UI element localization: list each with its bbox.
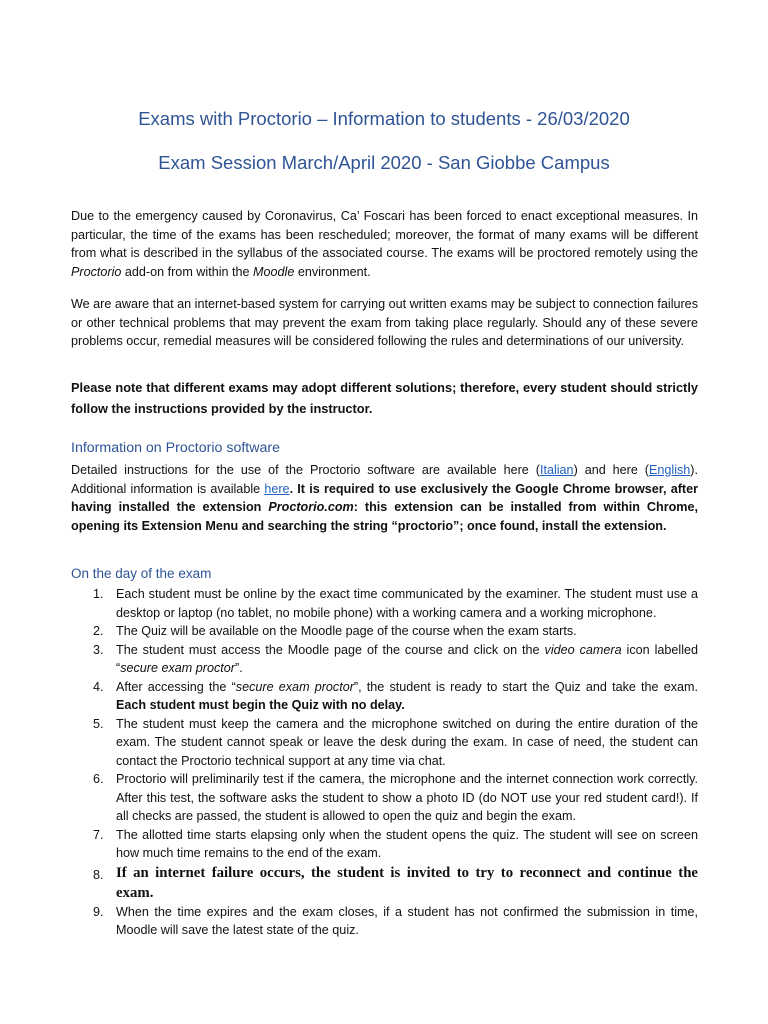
step-item <box>71 903 698 940</box>
software-text: ). Additional information is available <box>71 463 698 496</box>
step-text: If an internet failure occurs, the student is invited to try to reconnect and continue the exam. <box>116 864 698 901</box>
intro-paragraph-2: We are aware that an internet-based system for carrying out written exams may be subject to connection failures or other technical problems that may prevent the exam from taking place regularly. Should any of these severe problems occur, remedial measures will be considered following the rules and determinations of our university. <box>71 297 698 348</box>
step-number: 6. <box>93 772 104 786</box>
intro-text: Due to the emergency caused by Coronavirus, Ca’ Foscari has been forced to enact exceptional measures. In particular, the time of the exams has been rescheduled; moreover, the format of many exams will be different from what is described in the syllabus of the associated course. The exams will be proctored remotely using the <box>71 209 698 260</box>
moodle-term: Moodle <box>253 264 295 279</box>
step-item <box>71 715 698 771</box>
italian-link[interactable]: Italian <box>539 463 574 477</box>
step-text-italic: secure exam proctor <box>120 661 235 675</box>
step-number: 8. <box>93 867 104 882</box>
step-number: 3. <box>93 642 104 657</box>
step-number: 9. <box>93 904 104 919</box>
step-item <box>71 826 698 863</box>
step-text: ”, the student is ready to start the Quiz and take the exam. <box>353 679 698 694</box>
step-text: The allotted time starts elapsing only when the student opens the quiz. The student will see on screen how much time remains to the end of the exam. <box>116 827 698 860</box>
step-text: The Quiz will be available on the Moodle page of the course when the exam starts. <box>116 624 577 638</box>
step-text: Proctorio will preliminarily test if the camera, the microphone and the internet connection work correctly. After this test, the software asks the student to show a photo ID (do NOT use your red student card!). If all checks are passed, the student is allowed to open the quiz and begin the exam. <box>116 772 698 823</box>
step-item <box>71 770 698 826</box>
software-bold-text: : this extension can be installed from within Chrome, opening its Extension Menu and searching the string “proctorio”; once found, install the extension. <box>71 500 698 533</box>
software-bold-text: . It is required to use exclusively the Google Chrome browser, after having installed the extension <box>71 481 698 514</box>
step-text: Each student must be online by the exact time communicated by the examiner. The student must use a desktop or laptop (no tablet, no mobile phone) with a working camera and a working microphone. <box>116 587 698 620</box>
step-number: 4. <box>93 679 104 694</box>
software-text: Detailed instructions for the use of the Proctorio software are available here ( <box>71 463 540 477</box>
additional-info-link[interactable]: here <box>264 481 290 496</box>
step-item <box>71 641 698 678</box>
intro-paragraph-1 <box>71 207 698 281</box>
intro-text: add-on from within the <box>121 264 254 279</box>
document-title: Exams with Proctorio – Information to students - 26/03/2020 <box>138 108 630 129</box>
step-text: After accessing the “ <box>116 679 236 694</box>
step-item <box>71 585 698 622</box>
step-number: 7. <box>93 827 104 842</box>
intro-text: environment. <box>294 264 371 279</box>
step-text: The student must access the Moodle page of the course and click on the <box>116 642 545 657</box>
step-text: icon labelled “ <box>116 642 699 675</box>
section-heading-software: Information on Proctorio software <box>71 440 280 456</box>
step-item <box>71 622 698 641</box>
extension-name: Proctorio.com <box>268 500 354 514</box>
step-text: The student must keep the camera and the microphone switched on during the entire duration of the exam. The student cannot speak or leave the desk during the exam. In case of need, the student can contact the Proctorio technical support at any time via chat. <box>116 716 698 768</box>
exam-day-steps <box>71 585 698 940</box>
step-item <box>71 863 698 903</box>
proctorio-term: Proctorio <box>71 264 122 279</box>
english-link[interactable]: English <box>648 463 691 477</box>
step-number: 5. <box>93 716 104 731</box>
step-text: ”. <box>235 661 243 675</box>
document-subtitle: Exam Session March/April 2020 - San Giobbe Campus <box>158 152 610 173</box>
step-number: 1. <box>93 587 104 601</box>
step-text-italic: video camera <box>544 642 622 657</box>
software-text: ) and here ( <box>573 463 649 477</box>
software-paragraph <box>71 461 698 535</box>
step-text-bold: Each student must begin the Quiz with no delay. <box>116 698 405 712</box>
intro-paragraph-3: Please note that different exams may adopt different solutions; therefore, every student should strictly follow the instructions provided by the instructor. <box>71 380 698 416</box>
step-text-italic: secure exam proctor <box>235 679 354 694</box>
step-item <box>71 678 698 715</box>
step-text: When the time expires and the exam closes, if a student has not confirmed the submission in time, Moodle will save the latest state of the quiz. <box>116 904 698 937</box>
step-number: 2. <box>93 624 104 638</box>
section-heading-exam-day: On the day of the exam <box>71 566 212 581</box>
